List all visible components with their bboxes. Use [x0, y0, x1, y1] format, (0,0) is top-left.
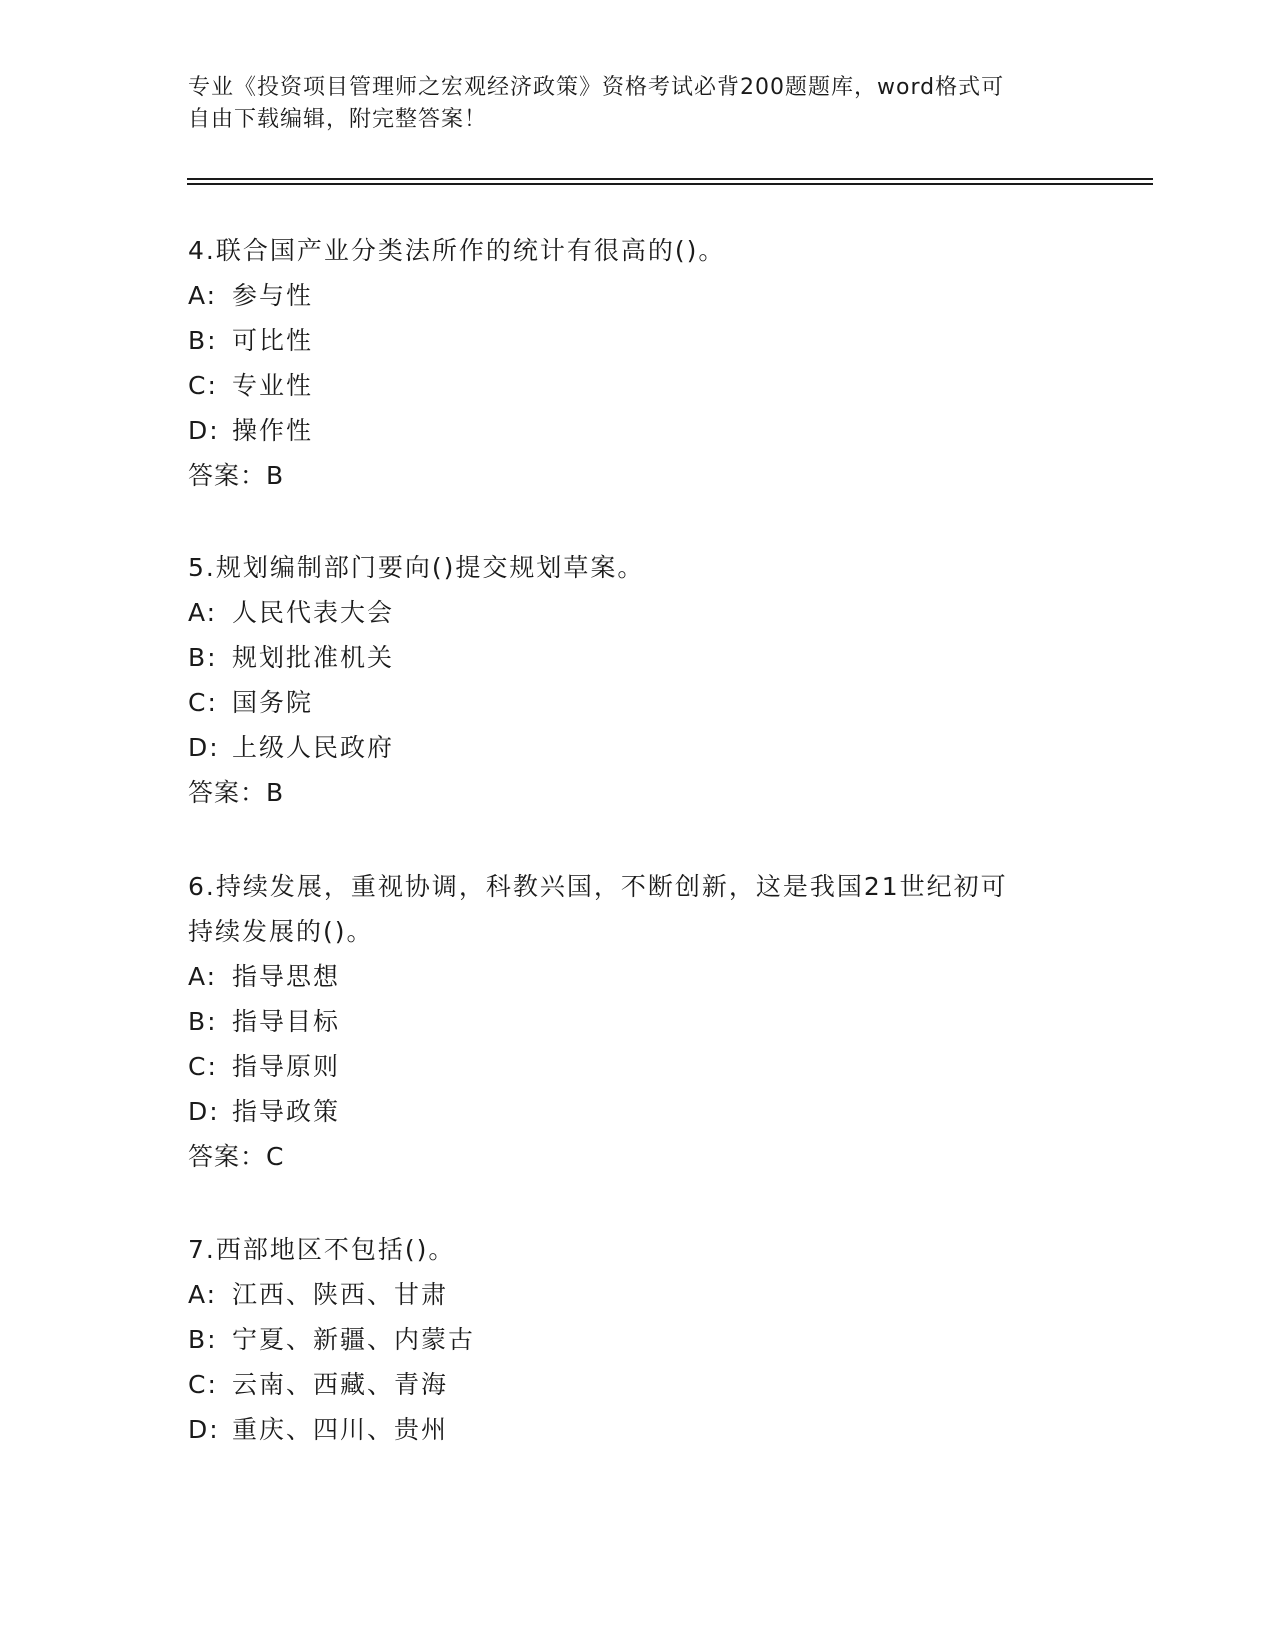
option-letter: C:	[188, 1370, 218, 1399]
option-text: 指导政策	[232, 1097, 341, 1126]
option-a	[188, 590, 1088, 635]
option-d	[188, 1407, 1088, 1452]
option-text: 操作性	[232, 416, 314, 445]
option-a	[188, 954, 1088, 999]
option-c	[188, 680, 1088, 725]
option-d	[188, 725, 1088, 770]
option-text: 国务院	[232, 688, 314, 717]
question-7	[188, 1227, 1088, 1452]
option-letter: A:	[188, 962, 218, 991]
option-letter: C:	[188, 688, 218, 717]
option-c	[188, 363, 1088, 408]
option-text: 云南、西藏、青海	[232, 1370, 449, 1399]
question-5	[188, 545, 1088, 815]
option-letter: C:	[188, 371, 218, 400]
option-text: 江西、陕西、甘肃	[232, 1280, 449, 1309]
question-text: 4.联合国产业分类法所作的统计有很高的()。	[188, 236, 726, 265]
answer-line: 答案：B	[188, 461, 285, 490]
option-letter: D:	[188, 1097, 220, 1126]
option-letter: D:	[188, 733, 220, 762]
option-text: 宁夏、新疆、内蒙古	[232, 1325, 476, 1354]
option-b	[188, 999, 1088, 1044]
option-a	[188, 273, 1088, 318]
option-text: 可比性	[232, 326, 314, 355]
option-letter: D:	[188, 416, 220, 445]
option-b	[188, 635, 1088, 680]
option-a	[188, 1272, 1088, 1317]
question-4	[188, 228, 1088, 498]
option-b	[188, 318, 1088, 363]
option-c	[188, 1044, 1088, 1089]
option-text: 重庆、四川、贵州	[232, 1415, 449, 1444]
option-letter: C:	[188, 1052, 218, 1081]
answer-line: 答案：C	[188, 1142, 285, 1171]
question-6	[188, 864, 1088, 1179]
option-letter: B:	[188, 1007, 218, 1036]
question-text-line-2: 持续发展的()。	[188, 917, 374, 946]
header-divider-top	[187, 178, 1153, 180]
option-letter: B:	[188, 643, 218, 672]
option-letter: A:	[188, 281, 218, 310]
option-text: 专业性	[232, 371, 314, 400]
header-line-2: 自由下载编辑，附完整答案！	[188, 107, 488, 132]
option-text: 人民代表大会	[232, 598, 395, 627]
option-letter: A:	[188, 1280, 218, 1309]
option-text: 指导思想	[232, 962, 341, 991]
option-text: 参与性	[232, 281, 314, 310]
option-text: 指导目标	[232, 1007, 341, 1036]
answer-line: 答案：B	[188, 778, 285, 807]
option-letter: B:	[188, 326, 218, 355]
question-text: 5.规划编制部门要向()提交规划草案。	[188, 553, 645, 582]
option-b	[188, 1317, 1088, 1362]
question-text-line-1: 6.持续发展，重视协调，科教兴国，不断创新，这是我国21世纪初可	[188, 872, 1008, 901]
option-letter: D:	[188, 1415, 220, 1444]
header-line-1: 专业《投资项目管理师之宏观经济政策》资格考试必背200题题库，word格式可	[188, 75, 1005, 100]
option-letter: A:	[188, 598, 218, 627]
option-d	[188, 408, 1088, 453]
header-divider-bottom	[187, 183, 1153, 185]
option-d	[188, 1089, 1088, 1134]
option-letter: B:	[188, 1325, 218, 1354]
option-text: 规划批准机关	[232, 643, 395, 672]
question-text: 7.西部地区不包括()。	[188, 1235, 456, 1264]
document-header	[188, 72, 1088, 136]
option-text: 上级人民政府	[232, 733, 395, 762]
option-text: 指导原则	[232, 1052, 341, 1081]
option-c	[188, 1362, 1088, 1407]
